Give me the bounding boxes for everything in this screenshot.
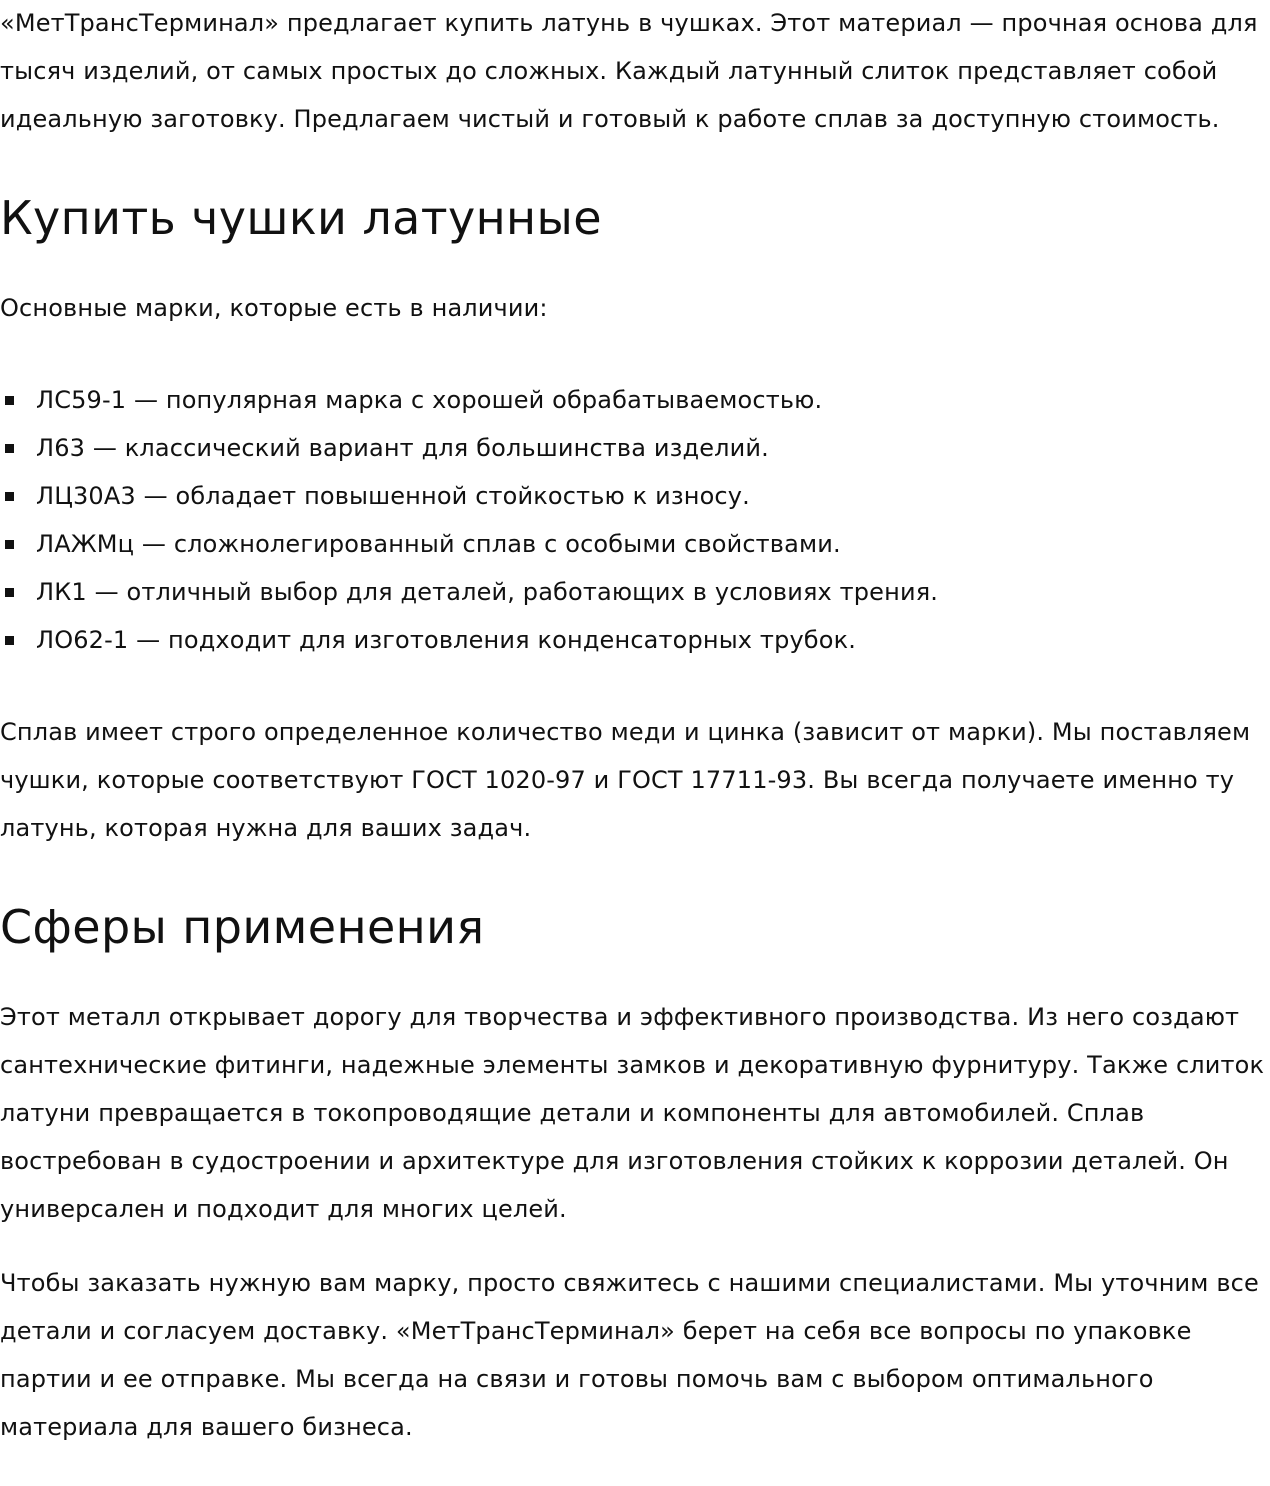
heading-buy-brass-ingots: Купить чушки латунные bbox=[0, 191, 602, 245]
application-areas-paragraph: Этот металл открывает дорогу для творчества и эффективного производства. Из него создают сантехнические фитинги, надежные элементы замков и декоративную фурнитуру. Также слиток латуни превращается в токопроводящие детали и компоненты для автомобилей. Сплав востребован в судостроении и архитектуре для изготовления стойких к коррозии деталей. Он универсален и подходит для многих целей. bbox=[0, 1003, 1265, 1223]
alloy-composition-paragraph: Сплав имеет строго определенное количество меди и цинка (зависит от марки). Мы поставляем чушки, которые соответствуют ГОСТ 1020-97 и ГОСТ 17711-93. Вы всегда получаете именно ту латунь, которая нужна для ваших задач. bbox=[0, 718, 1251, 842]
list-item-text: ЛЦ30А3 — обладает повышенной стойкостью к износу. bbox=[36, 482, 750, 510]
order-paragraph: Чтобы заказать нужную вам марку, просто свяжитесь с нашими специалистами. Мы уточним все детали и согласуем доставку. «МетТрансТерминал» берет на себя все вопросы по упаковке партии и ее отправке. Мы всегда на связи и готовы помочь вам с выбором оптимального материала для вашего бизнеса. bbox=[0, 1269, 1259, 1441]
list-item-text: ЛАЖМц — сложнолегированный сплав с особыми свойствами. bbox=[36, 530, 841, 558]
list-item-text: ЛК1 — отличный выбор для деталей, работающих в условиях трения. bbox=[36, 578, 939, 606]
intro-paragraph: «МетТрансТерминал» предлагает купить латунь в чушках. Этот материал — прочная основа для тысяч изделий, от самых простых до сложных. Каждый латунный слиток представляет собой идеальную заготовку. Предлагаем чистый и готовый к работе сплав за доступную стоимость. bbox=[0, 9, 1258, 133]
grades-lead-text: Основные марки, которые есть в наличии: bbox=[0, 294, 548, 322]
square-bullet-icon bbox=[5, 444, 14, 453]
list-item-text: ЛО62-1 — подходит для изготовления конденсаторных трубок. bbox=[36, 626, 857, 654]
list-item bbox=[0, 616, 1270, 664]
list-item bbox=[0, 424, 1270, 472]
brass-grades-list bbox=[0, 376, 1270, 664]
list-item bbox=[0, 376, 1270, 424]
square-bullet-icon bbox=[5, 636, 14, 645]
list-item bbox=[0, 520, 1270, 568]
square-bullet-icon bbox=[5, 540, 14, 549]
square-bullet-icon bbox=[5, 588, 14, 597]
list-item-text: ЛС59-1 — популярная марка с хорошей обрабатываемостью. bbox=[36, 386, 823, 414]
heading-application-areas: Сферы применения bbox=[0, 900, 485, 954]
list-item-text: Л63 — классический вариант для большинства изделий. bbox=[36, 434, 769, 462]
square-bullet-icon bbox=[5, 492, 14, 501]
square-bullet-icon bbox=[5, 396, 14, 405]
list-item bbox=[0, 568, 1270, 616]
list-item bbox=[0, 472, 1270, 520]
